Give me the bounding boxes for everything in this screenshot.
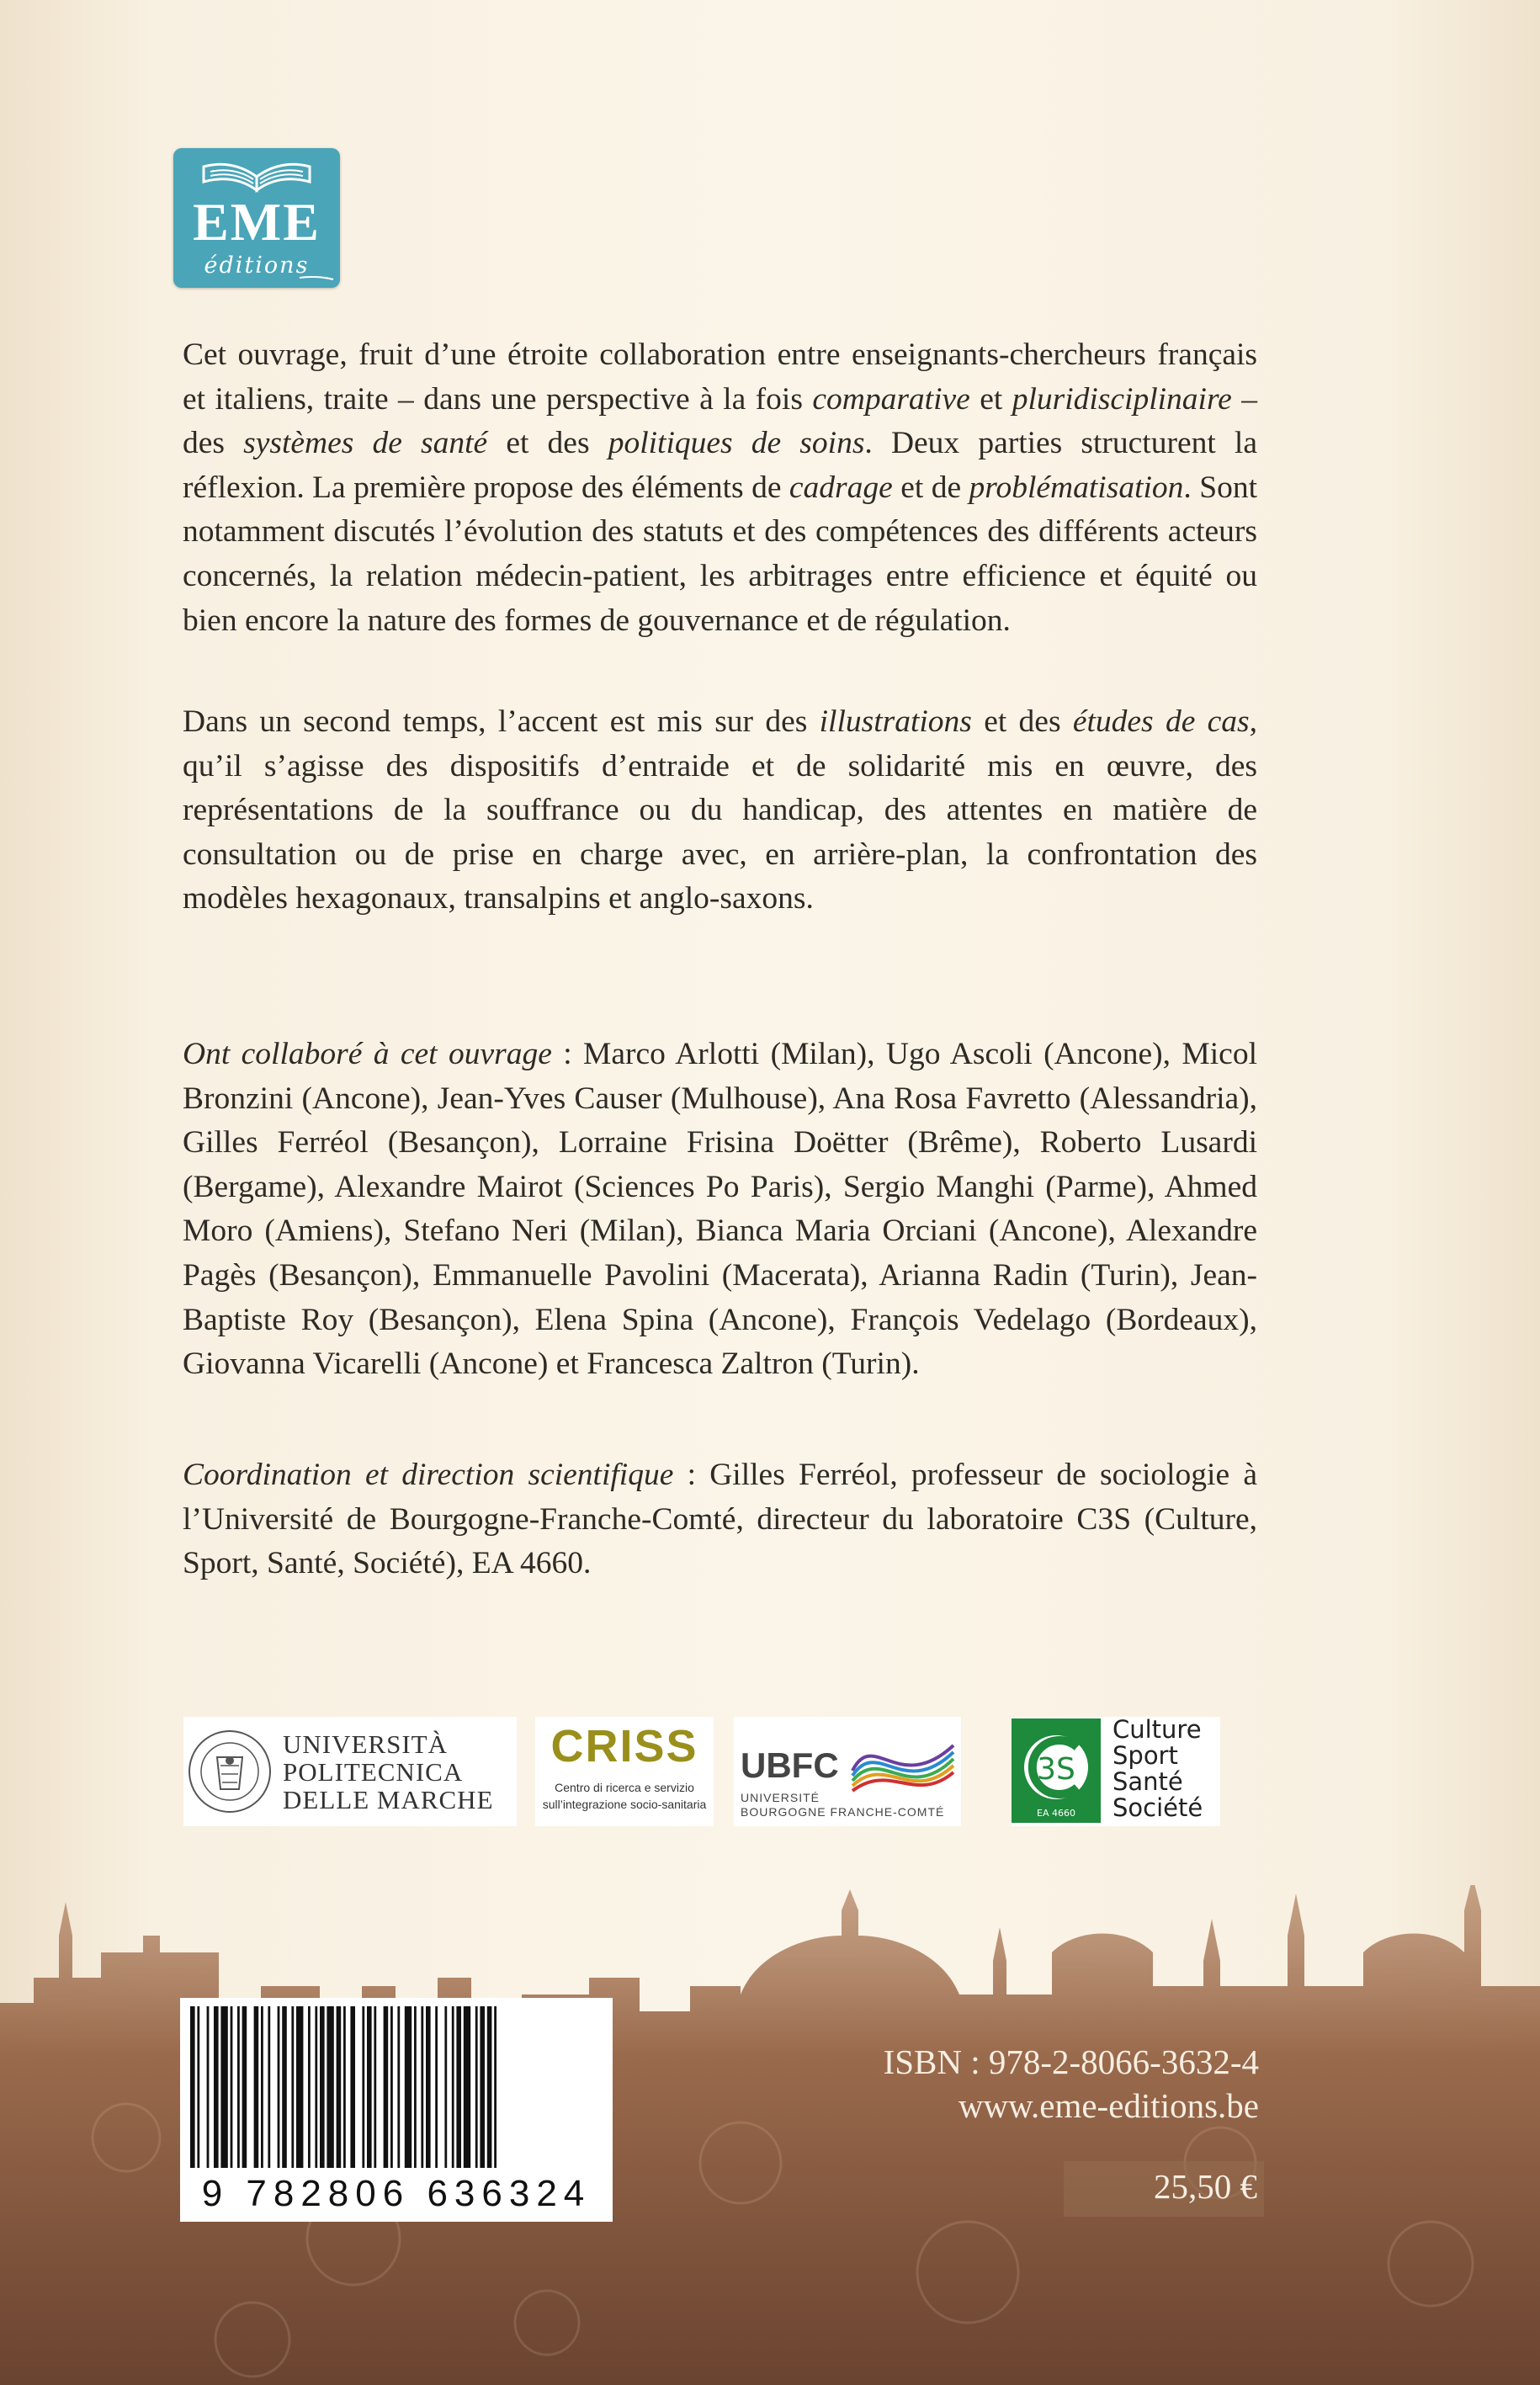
barcode-bar bbox=[362, 2006, 364, 2168]
barcode-bar bbox=[220, 2006, 227, 2168]
price: 25,50 € bbox=[1154, 2167, 1257, 2206]
barcode-bar bbox=[237, 2006, 240, 2168]
barcode-bar bbox=[315, 2006, 317, 2168]
blurb-p1-run-3: pluridisciplinaire bbox=[1012, 381, 1232, 417]
barcode-bar bbox=[414, 2006, 417, 2168]
barcode-bar bbox=[367, 2006, 372, 2168]
eme-editions-logo bbox=[173, 148, 340, 288]
blurb-p2-run-4: qu’il s’agisse des dispositifs d’entraide et de solidarité mis en œuvre, des représentations de la souffrance ou du handicap, des attentes en matière de consultation ou de prise en charge avec, en arrière-plan, la confrontation des modèles hexagonaux, transalpins et anglo-saxons. bbox=[183, 748, 1257, 916]
c3s-code: EA 4660 bbox=[1037, 1808, 1075, 1819]
univpm-line-1: UNIVERSITÀ bbox=[283, 1729, 448, 1759]
blurb-paragraph-2 bbox=[183, 700, 1257, 922]
isbn-barcode bbox=[180, 1998, 613, 2222]
barcode-bar bbox=[254, 2006, 259, 2168]
barcode-digits: 9 782806 636324 bbox=[201, 2173, 592, 2214]
contributors-text: : Marco Arlotti (Milan), Ugo Ascoli (Ancone), Micol Bronzini (Ancone), Jean-Yves Causer (Mulhouse), Ana Rosa Favretto (Alessandria), Gilles Ferréol (Besançon), Lorraine Frisina Doëtter (Brême), Roberto Lusardi (Bergame), Alexandre Mairot (Sciences Po Paris), Sergio Manghi (Parme), Ahmed Moro (Amiens), Stefano Neri (Milan), Bianca Maria Orciani (Ancone), Alexandre Pagès (Besançon), Emmanuelle Pavolini (Macerata), Arianna Radin (Turin), Jean-Baptiste Roy (Besançon), Elena Spina (Ancone), François Vedelago (Bordeaux), Giovanna Vicarelli (Ancone) et Francesca Zaltron (Turin). bbox=[183, 1037, 1257, 1382]
barcode-bar bbox=[405, 2006, 412, 2168]
barcode-bar bbox=[444, 2006, 447, 2168]
univpm-line-3: DELLE MARCHE bbox=[283, 1785, 494, 1814]
blurb-p2-run-3: études de cas, bbox=[1072, 704, 1257, 739]
ubfc-line-2: BOURGOGNE FRANCHE-COMTÉ bbox=[741, 1805, 945, 1819]
barcode-bar bbox=[464, 2006, 470, 2168]
barcode-bar bbox=[452, 2006, 454, 2168]
barcode-bar bbox=[231, 2006, 233, 2168]
barcode-bar bbox=[475, 2006, 478, 2168]
barcode-bar bbox=[397, 2006, 400, 2168]
publisher-website: www.eme-editions.be bbox=[958, 2086, 1259, 2125]
barcode-bar bbox=[214, 2006, 219, 2168]
blurb-p1-run-12: . Sont notamment discutés l’évolution des statuts et des compétences des différents acteurs concernés, la relation médecin-patient, les arbitrages entre efficience et équité ou bien encore la nature des formes de gouvernance et de régulation. bbox=[183, 470, 1257, 638]
univpm-logo bbox=[183, 1717, 517, 1826]
barcode-bar bbox=[456, 2006, 461, 2168]
blurb-p1-run-9: cadrage bbox=[789, 470, 893, 505]
barcode-bar bbox=[480, 2006, 485, 2168]
barcode-bar bbox=[421, 2006, 423, 2168]
coordination-text: : Gilles Ferréol, professeur de sociologie à l’Université de Bourgogne-Franche-Comté, directeur du laboratoire C3S (Culture, Sport, Santé, Société), EA 4660. bbox=[183, 1458, 1257, 1581]
ubfc-line-1: UNIVERSITÉ bbox=[741, 1791, 820, 1804]
c3s-line-3: Santé bbox=[1113, 1767, 1183, 1796]
barcode-bar bbox=[350, 2006, 355, 2168]
barcode-bar bbox=[337, 2006, 342, 2168]
barcode-bar bbox=[320, 2006, 325, 2168]
contributors-label: Ont collaboré à cet ouvrage bbox=[183, 1037, 552, 1071]
barcode-bars bbox=[180, 1998, 613, 2171]
blurb-p1-run-1: comparative bbox=[812, 381, 970, 417]
blurb-p1-run-5: systèmes de santé bbox=[243, 426, 488, 461]
barcode-bar bbox=[494, 2006, 497, 2168]
barcode-bar bbox=[268, 2006, 270, 2168]
barcode-bar bbox=[384, 2006, 389, 2168]
barcode-bar bbox=[343, 2006, 346, 2168]
open-book-icon bbox=[173, 148, 340, 199]
blurb-p1-run-10: et de bbox=[892, 470, 969, 505]
blurb-p1-run-11: problématisation bbox=[969, 470, 1184, 505]
criss-logo bbox=[535, 1717, 714, 1826]
logo-subtitle: éditions bbox=[204, 252, 310, 279]
svg-text:3S: 3S bbox=[1037, 1752, 1075, 1787]
barcode-bar bbox=[261, 2006, 263, 2168]
barcode-bar bbox=[291, 2006, 294, 2168]
logo-name: EME bbox=[193, 192, 321, 252]
barcode-bar bbox=[296, 2006, 303, 2168]
coordination-paragraph bbox=[183, 1453, 1257, 1586]
criss-line-2: sull’integrazione socio-sanitaria bbox=[542, 1798, 707, 1811]
c3s-line-4: Société bbox=[1113, 1793, 1203, 1822]
blurb-p1-run-2: et bbox=[969, 381, 1012, 417]
blurb-p2-run-2: et des bbox=[971, 704, 1073, 739]
ubfc-name: UBFC bbox=[741, 1745, 839, 1785]
c3s-emblem-icon bbox=[1012, 1717, 1104, 1825]
barcode-bar bbox=[426, 2006, 431, 2168]
barcode-bar bbox=[487, 2006, 492, 2168]
partner-logos bbox=[0, 1717, 1540, 1843]
barcode-bar bbox=[435, 2006, 438, 2168]
coordination-label: Coordination et direction scientifique bbox=[183, 1458, 674, 1492]
criss-name: CRISS bbox=[550, 1721, 698, 1771]
barcode-bar bbox=[207, 2006, 210, 2168]
univpm-line-2: POLITECNICA bbox=[283, 1757, 464, 1787]
c3s-line-1: Culture bbox=[1113, 1715, 1202, 1744]
c3s-logo bbox=[1012, 1717, 1220, 1826]
barcode-bar bbox=[390, 2006, 393, 2168]
blurb-p1-run-4: – des bbox=[183, 381, 1257, 461]
criss-line-1: Centro di ricerca e servizio bbox=[555, 1781, 694, 1794]
barcode-bar bbox=[374, 2006, 376, 2168]
blurb-p1-run-6: et des bbox=[487, 426, 608, 461]
blurb-p1-run-7: politiques de soins bbox=[608, 426, 865, 461]
barcode-bar bbox=[197, 2006, 199, 2168]
c3s-line-2: Sport bbox=[1113, 1741, 1178, 1770]
blurb-p1-run-8: . Deux parties structurent la réflexion. La première propose des éléments de bbox=[183, 426, 1257, 505]
barcode-bar bbox=[282, 2006, 287, 2168]
ubfc-logo bbox=[734, 1717, 961, 1826]
barcode-bar bbox=[308, 2006, 311, 2168]
blurb-paragraph-1 bbox=[183, 333, 1257, 643]
barcode-bar bbox=[242, 2006, 247, 2168]
blurb-p1-run-0: Cet ouvrage, fruit d’une étroite collaboration entre enseignants-chercheurs français et italiens, traite – dans une perspective à la fois bbox=[183, 337, 1257, 417]
blurb-p2-run-0: Dans un second temps, l’accent est mis sur des bbox=[183, 704, 820, 739]
barcode-bar bbox=[190, 2006, 195, 2168]
barcode-bar bbox=[278, 2006, 280, 2168]
isbn-number: ISBN : 978-2-8066-3632-4 bbox=[883, 2042, 1259, 2081]
blurb-p2-run-1: illustrations bbox=[819, 704, 972, 739]
barcode-bar bbox=[327, 2006, 333, 2168]
university-seal-icon bbox=[183, 1717, 276, 1826]
contributors-paragraph bbox=[183, 1033, 1257, 1387]
